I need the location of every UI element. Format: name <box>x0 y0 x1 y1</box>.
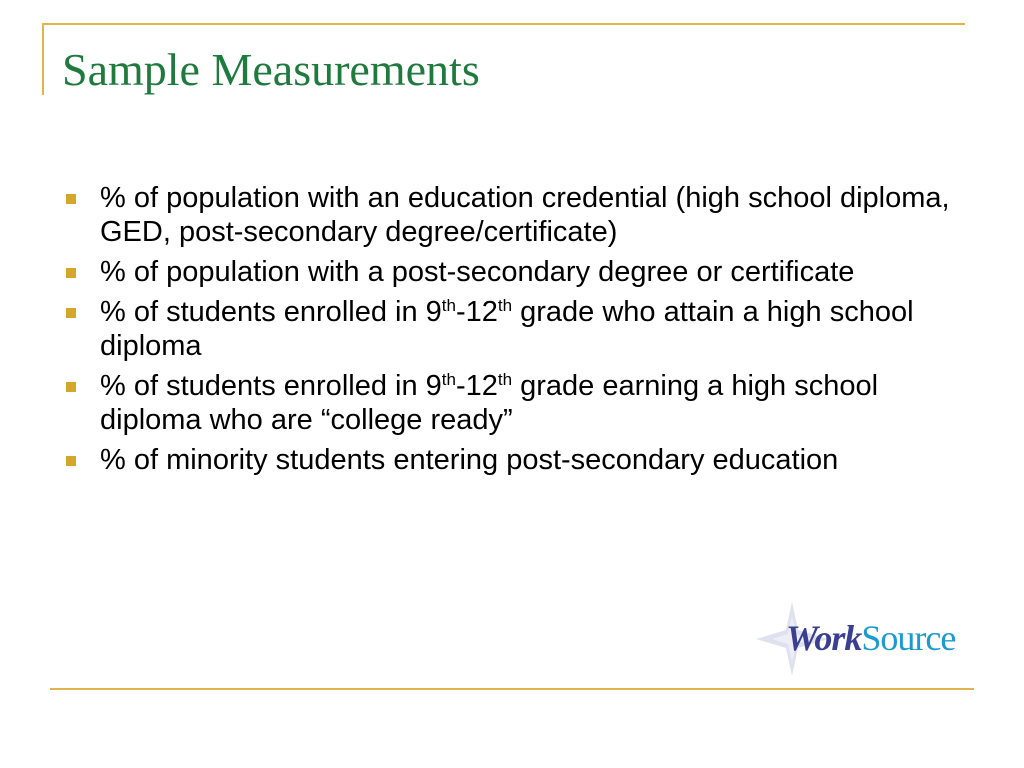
bullet-item <box>62 295 962 363</box>
square-bullet-icon <box>66 268 76 278</box>
square-bullet-icon <box>66 456 76 466</box>
bottom-border-line <box>50 688 974 690</box>
ordinal-superscript: th <box>441 370 456 389</box>
logo-word-work: Work <box>786 618 862 658</box>
bullet-text: % of population with an education credential (high school diploma, GED, post-secondary degree/certificate) <box>100 182 950 248</box>
bullet-text-start: % of students enrolled in 9 <box>100 370 442 402</box>
bullet-item <box>62 369 962 437</box>
top-border-line <box>42 23 965 25</box>
bullet-item <box>62 181 962 249</box>
worksource-logo <box>752 600 974 678</box>
ordinal-superscript: th <box>497 370 513 389</box>
square-bullet-icon <box>66 382 76 392</box>
slide-title: Sample Measurements <box>62 44 480 95</box>
logo-wordmark <box>786 614 955 662</box>
left-border-line <box>42 23 44 95</box>
square-bullet-icon <box>66 194 76 204</box>
bullet-item <box>62 443 962 477</box>
bullet-text-end: grade earning a high school diploma who are “college ready” <box>100 370 879 436</box>
bullet-text-start: % of students enrolled in 9 <box>100 296 442 328</box>
bullet-text-middle: -12 <box>455 296 498 328</box>
bullet-list <box>62 181 962 483</box>
square-bullet-icon <box>66 308 76 318</box>
bullet-text: % of population with a post-secondary degree or certificate <box>100 256 855 288</box>
bullet-text: % of minority students entering post-secondary education <box>100 444 839 476</box>
bullet-text-end: grade who attain a high school diploma <box>100 296 914 362</box>
bullet-item <box>62 255 962 289</box>
ordinal-superscript: th <box>497 296 513 315</box>
logo-word-source: Source <box>861 618 956 658</box>
ordinal-superscript: th <box>441 296 456 315</box>
bullet-text-middle: -12 <box>455 370 498 402</box>
